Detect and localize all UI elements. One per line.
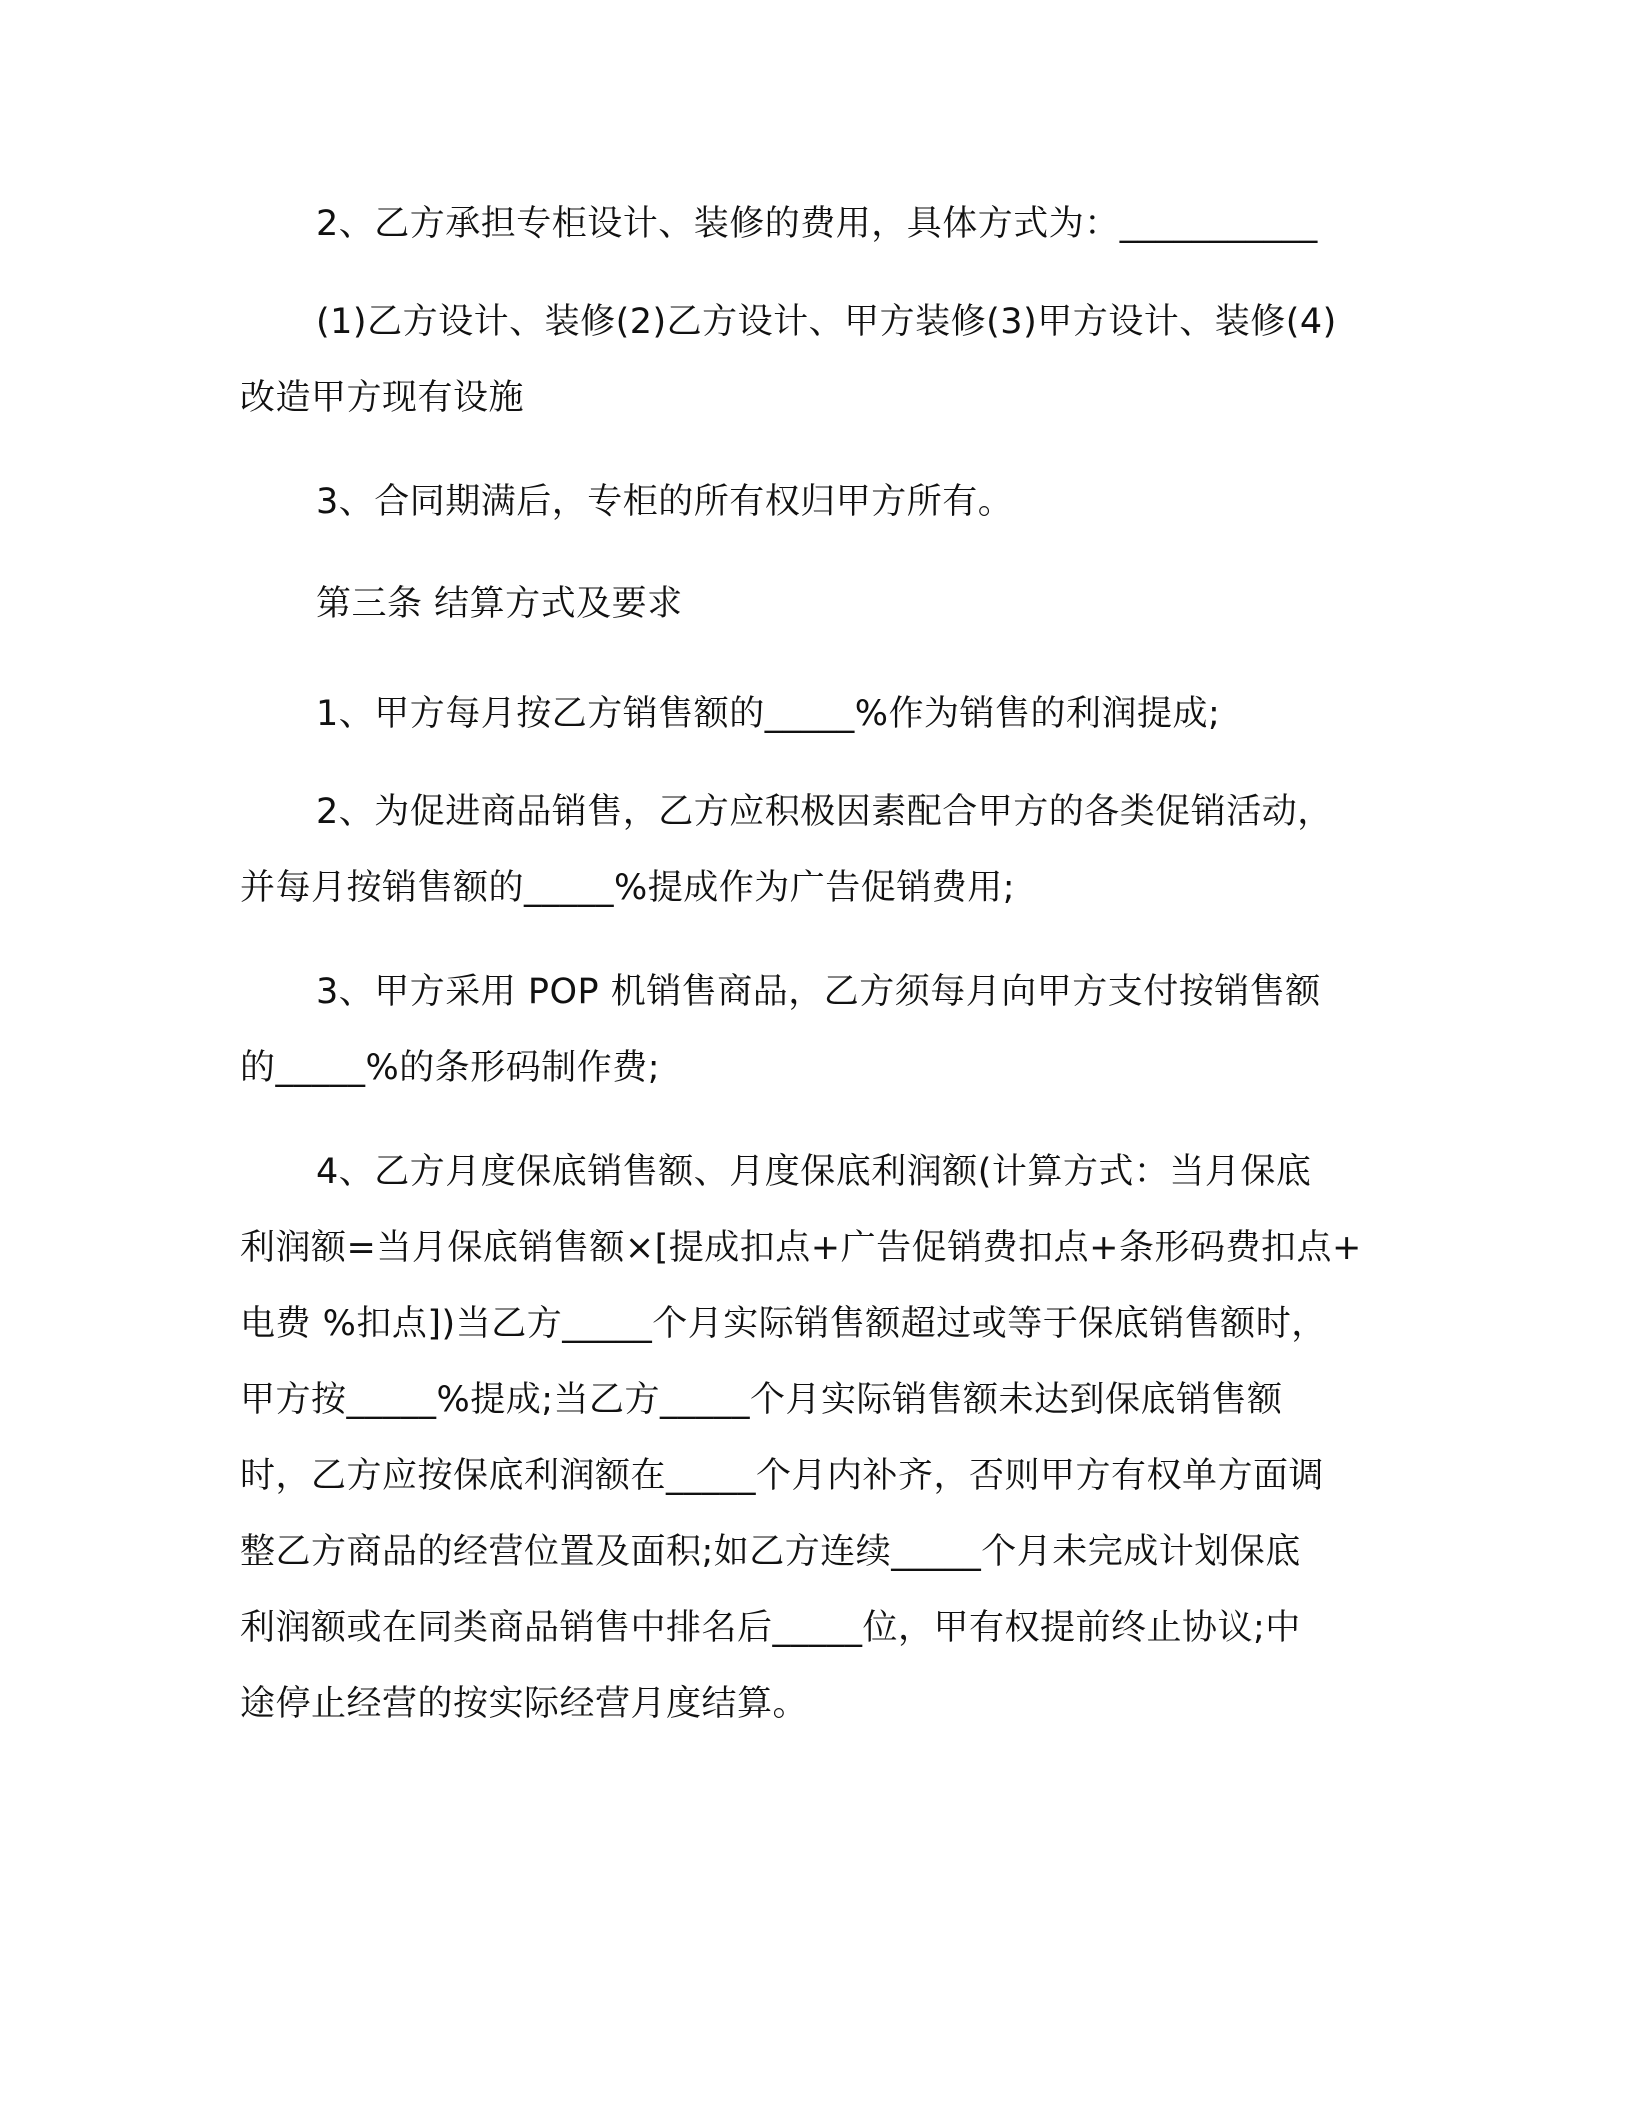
text-line: 4、乙方月度保底销售额、月度保底利润额(计算方式：当月保底 (316, 1152, 1312, 1192)
text-line: 时，乙方应按保底利润额在_____个月内补齐，否则甲方有权单方面调 (240, 1456, 1325, 1496)
text-line: 2、为促进商品销售，乙方应积极因素配合甲方的各类促销活动， (316, 792, 1333, 832)
paragraph-ownership (240, 464, 1400, 540)
paragraph-promotion-fee (240, 774, 1400, 926)
text-line: 利润额或在同类商品销售中排名后_____位，甲有权提前终止协议;中 (240, 1608, 1301, 1648)
text-line: 电费 %扣点])当乙方_____个月实际销售额超过或等于保底销售额时， (240, 1304, 1327, 1344)
text-line: 甲方按_____%提成;当乙方_____个月实际销售额未达到保底销售额 (240, 1380, 1283, 1420)
text-line: 3、甲方采用 POP 机销售商品，乙方须每月向甲方支付按销售额 (316, 972, 1321, 1012)
text-line: 改造甲方现有设施 (240, 378, 525, 418)
text-line: 3、合同期满后，专柜的所有权归甲方所有。 (316, 482, 1014, 522)
text-line: (1)乙方设计、装修(2)乙方设计、甲方装修(3)甲方设计、装修(4) (316, 302, 1337, 342)
paragraph-fee-options (240, 284, 1400, 436)
text-line: 第三条 结算方式及要求 (316, 584, 683, 624)
text-line: 的_____%的条形码制作费; (240, 1048, 661, 1088)
text-line: 并每月按销售额的_____%提成作为广告促销费用; (240, 868, 1016, 908)
text-line: 利润额=当月保底销售额×[提成扣点+广告促销费扣点+条形码费扣点+ (240, 1228, 1362, 1268)
text-line: 整乙方商品的经营位置及面积;如乙方连续_____个月未完成计划保底 (240, 1532, 1301, 1572)
paragraph-minimum-sales (240, 1134, 1400, 1742)
text-line: 2、乙方承担专柜设计、装修的费用，具体方式为：___________ (316, 204, 1318, 244)
paragraph-barcode-fee (240, 954, 1400, 1106)
paragraph-profit-commission (240, 676, 1400, 752)
text-line: 1、甲方每月按乙方销售额的_____%作为销售的利润提成; (316, 694, 1221, 734)
text-line: 途停止经营的按实际经营月度结算。 (240, 1684, 809, 1724)
paragraph-fee-method (240, 186, 1400, 262)
section-heading-article-3 (240, 566, 1400, 642)
